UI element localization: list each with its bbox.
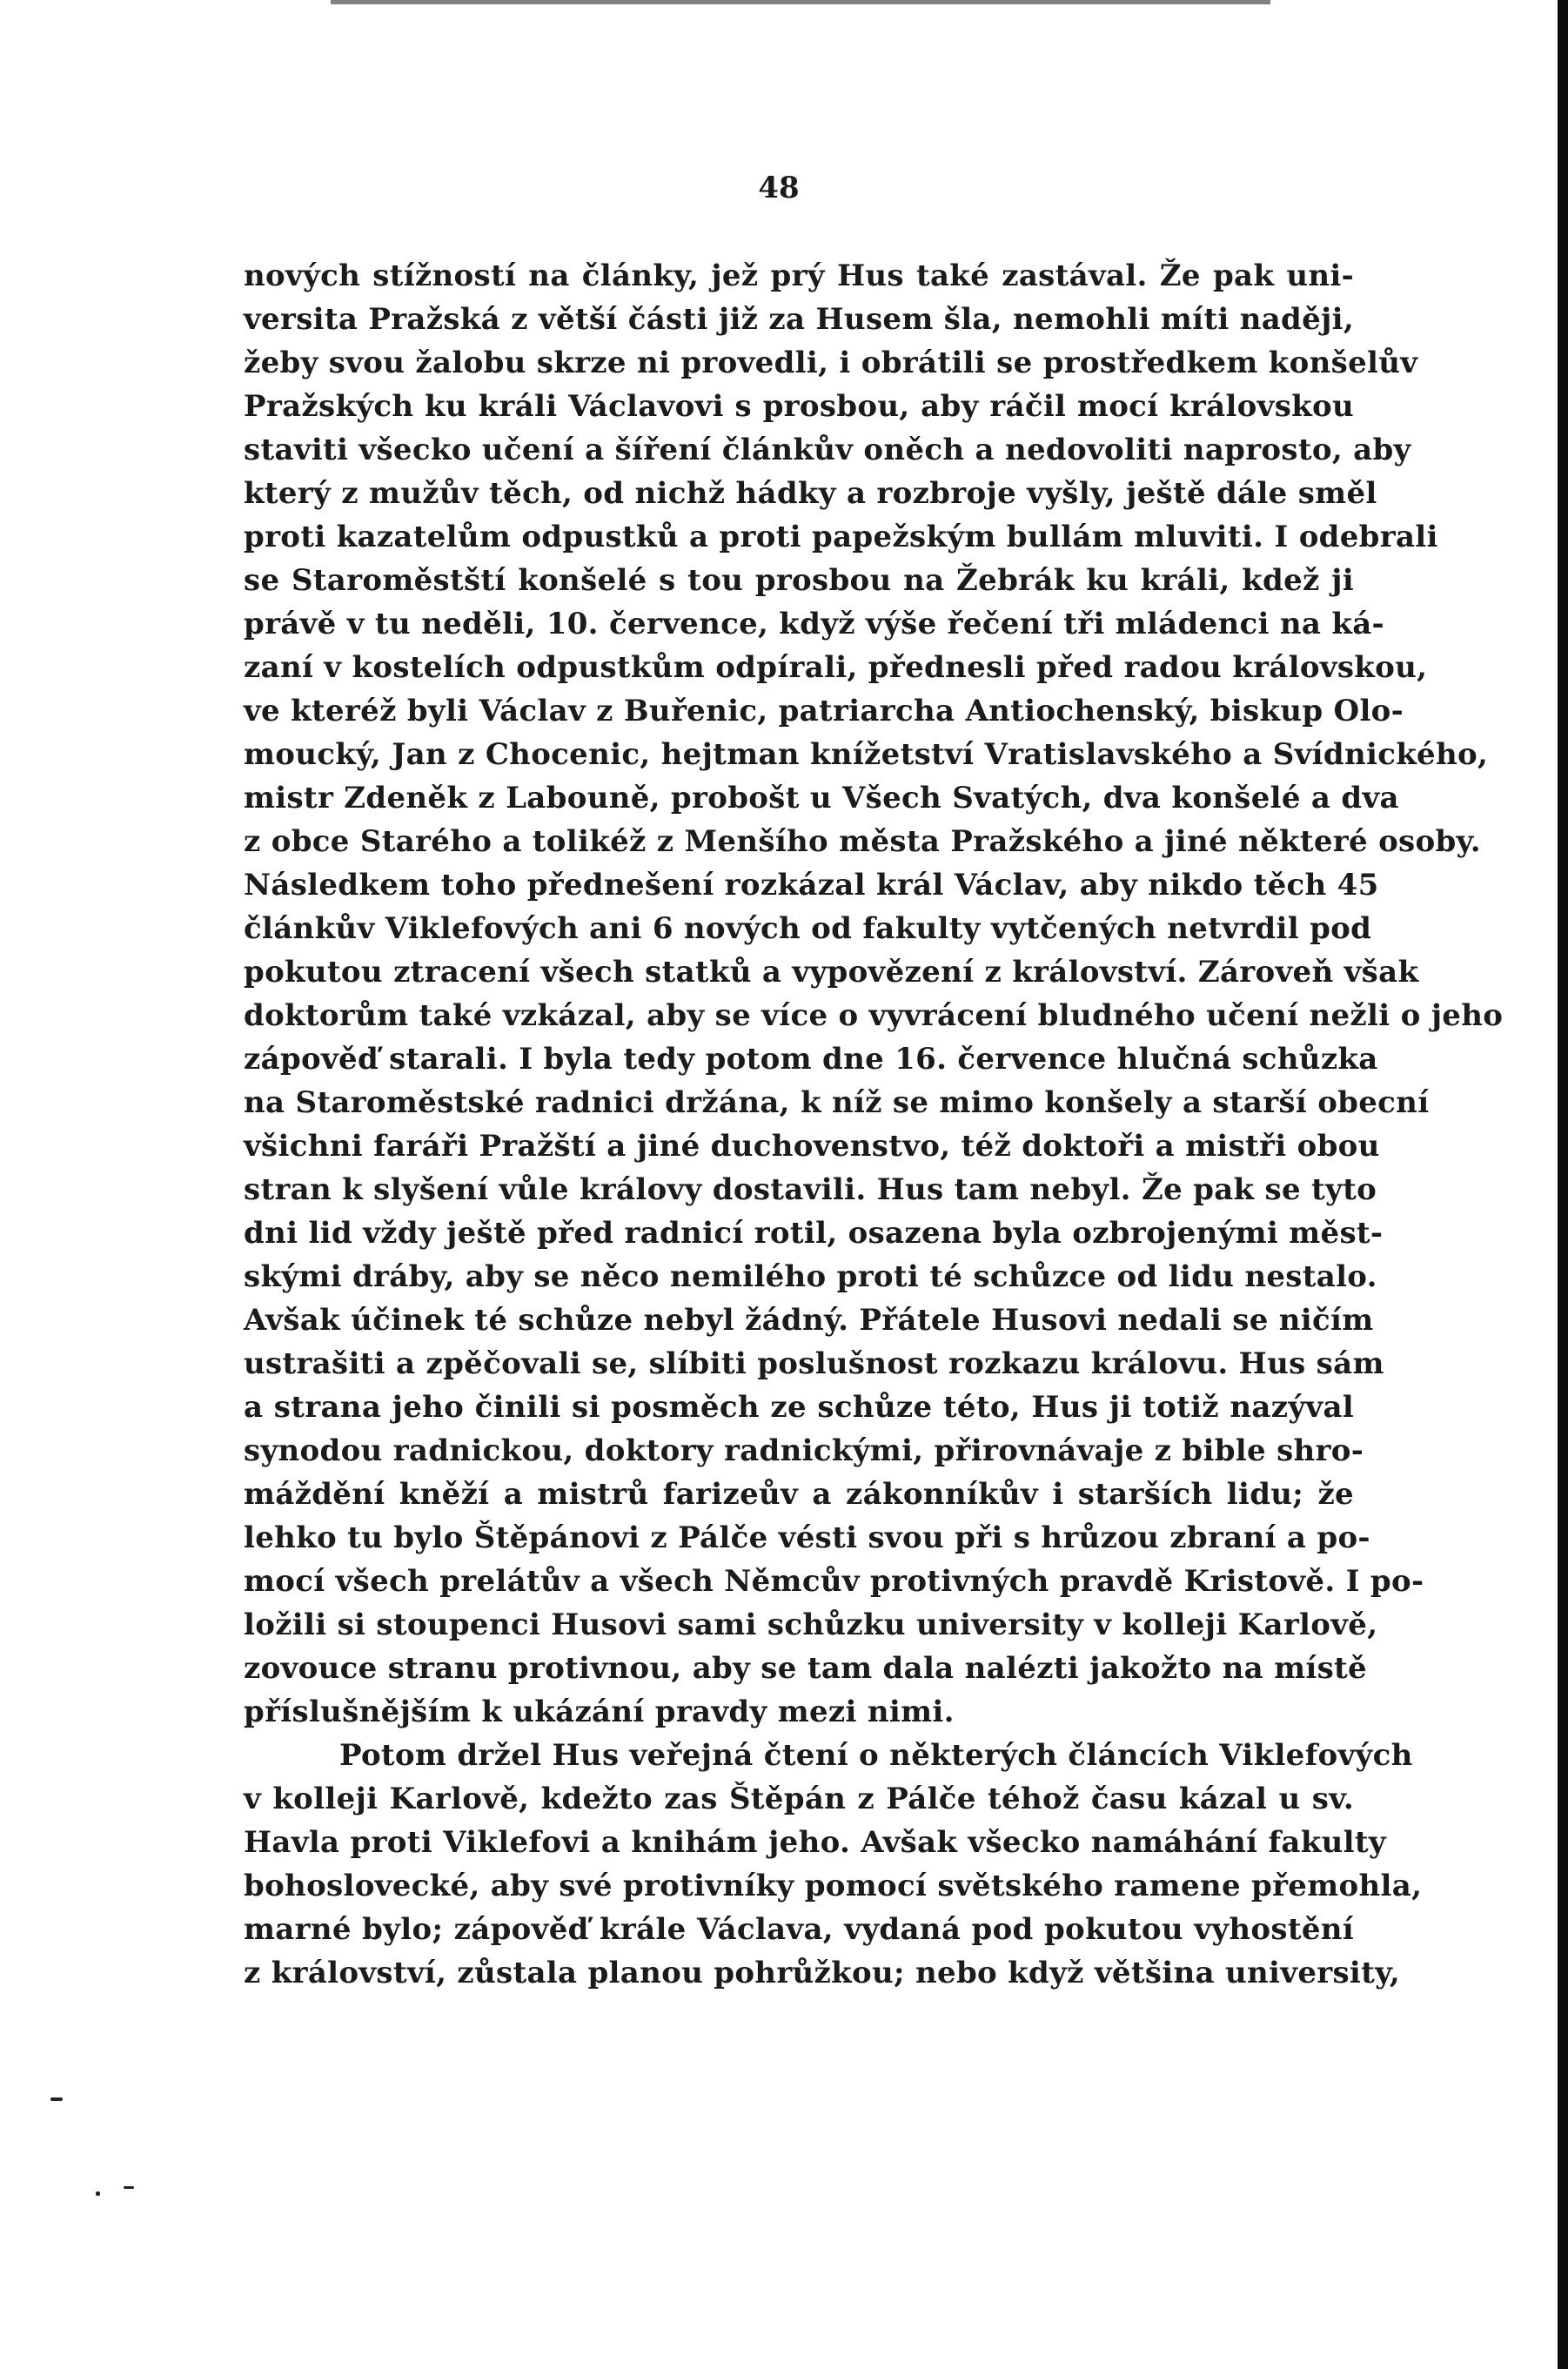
top-scan-rule — [331, 0, 1270, 4]
scan-speck — [96, 2191, 100, 2196]
text-line: lehko tu bylo Štěpánovi z Pálče vésti svou při s hrůzou zbraní a po- — [244, 1520, 1370, 1555]
text-line: synodou radnickou, doktory radnickými, přirovnávaje z bible shro- — [244, 1433, 1364, 1468]
text-line: bohoslovecké, aby své protivníky pomocí světského ramene přemohla, — [244, 1869, 1423, 1903]
scan-edge — [1558, 0, 1568, 2369]
text-line: ložili si stoupenci Husovi sami schůzku university v kolleji Karlově, — [244, 1607, 1378, 1642]
text-line: se Staroměstští konšelé s tou prosbou na Žebrák ku králi, kdež ji — [244, 563, 1354, 598]
text-line: článkův Viklefových ani 6 nových od fakulty vytčených netvrdil pod — [244, 911, 1372, 946]
text-line: marné bylo; zápověď krále Václava, vydaná pod pokutou vyhostění — [244, 1912, 1354, 1947]
text-line: pokutou ztracení všech statků a vypovězení z království. Zároveň však — [244, 955, 1419, 990]
text-line: mocí všech prelátův a všech Němcův protivných pravdě Kristově. I po- — [244, 1564, 1424, 1599]
text-line: Pražských ku králi Václavovi s prosbou, aby ráčil mocí královskou — [244, 389, 1354, 424]
text-line: ustrašiti a zpěčovali se, slíbiti poslušnost rozkazu královu. Hus sám — [244, 1346, 1384, 1381]
text-line: versita Pražská z větší části již za Husem šla, nemohli míti naději, — [244, 302, 1354, 337]
text-line: všichni faráři Pražští a jiné duchovenstvo, též doktoři a mistři obou — [244, 1129, 1380, 1164]
page-number: 48 — [758, 171, 800, 205]
text-line: máždění kněží a mistrů farizeův a zákonníkův i starších lidu; že — [244, 1477, 1354, 1512]
text-line: na Staroměstské radnici držána, k níž se mimo konšely a starší obecní — [244, 1085, 1430, 1120]
scan-speck — [124, 2186, 134, 2189]
text-line: právě v tu neděli, 10. července, když výše řečení tři mládenci na ká- — [244, 607, 1384, 641]
text-line: proti kazatelům odpustků a proti papežským bullám mluviti. I odebrali — [244, 520, 1438, 554]
text-line: a strana jeho činili si posměch ze schůze této, Hus ji totiž nazýval — [244, 1390, 1354, 1425]
text-line: který z mužův těch, od nichž hádky a rozbroje vyšly, ještě dále směl — [244, 476, 1377, 511]
text-line: mistr Zdeněk z Labouně, probošt u Všech Svatých, dva konšelé a dva — [244, 781, 1399, 815]
body-text — [244, 254, 1504, 1995]
text-line: Havla proti Viklefovi a knihám jeho. Avšak všecko namáhání fakulty — [244, 1825, 1386, 1860]
scan-speck — [50, 2097, 63, 2101]
text-line: z království, zůstala planou pohrůžkou; nebo když většina university, — [244, 1956, 1401, 1990]
text-line-paragraph-start: Potom držel Hus veřejná čtení o některých článcích Viklefových — [339, 1738, 1413, 1773]
text-line: dni lid vždy ještě před radnicí rotil, osazena byla ozbrojenými měst- — [244, 1216, 1384, 1251]
text-line: Následkem toho přednešení rozkázal král Václav, aby nikdo těch 45 — [244, 868, 1379, 903]
text-line: z obce Starého a tolikéž z Menšího města Pražského a jiné některé osoby. — [244, 824, 1481, 859]
text-line: v kolleji Karlově, kdežto zas Štěpán z Pálče téhož času kázal u sv. — [244, 1782, 1354, 1816]
text-line: žeby svou žalobu skrze ni provedli, i obrátili se prostředkem konšelův — [244, 346, 1418, 380]
text-line: nových stížností na články, jež prý Hus také zastával. Že pak uni- — [244, 258, 1354, 293]
text-line: doktorům také vzkázal, aby se více o vyvrácení bludného učení nežli o jeho — [244, 998, 1504, 1033]
text-line-paragraph-end: příslušnějším k ukázání pravdy mezi nimi. — [244, 1695, 955, 1729]
text-line: moucký, Jan z Chocenic, hejtman knížetství Vratislavského a Svídnického, — [244, 737, 1489, 772]
text-line: ve kteréž byli Václav z Buřenic, patriarcha Antiochenský, biskup Olo- — [244, 694, 1404, 728]
text-line: Avšak účinek té schůze nebyl žádný. Přátele Husovi nedali se ničím — [244, 1303, 1374, 1338]
text-line: zaní v kostelích odpustkům odpírali, přednesli před radou královskou, — [244, 650, 1428, 685]
text-line: zovouce stranu protivnou, aby se tam dala nalézti jakožto na místě — [244, 1651, 1367, 1686]
text-line: skými dráby, aby se něco nemilého proti té schůzce od lidu nestalo. — [244, 1259, 1377, 1294]
text-line: staviti všecko učení a šíření článkův oněch a nedovoliti naprosto, aby — [244, 433, 1411, 467]
text-line: stran k slyšení vůle královy dostavili. Hus tam nebyl. Že pak se tyto — [244, 1172, 1377, 1207]
text-line: zápověď starali. I byla tedy potom dne 16. července hlučná schůzka — [244, 1042, 1378, 1077]
